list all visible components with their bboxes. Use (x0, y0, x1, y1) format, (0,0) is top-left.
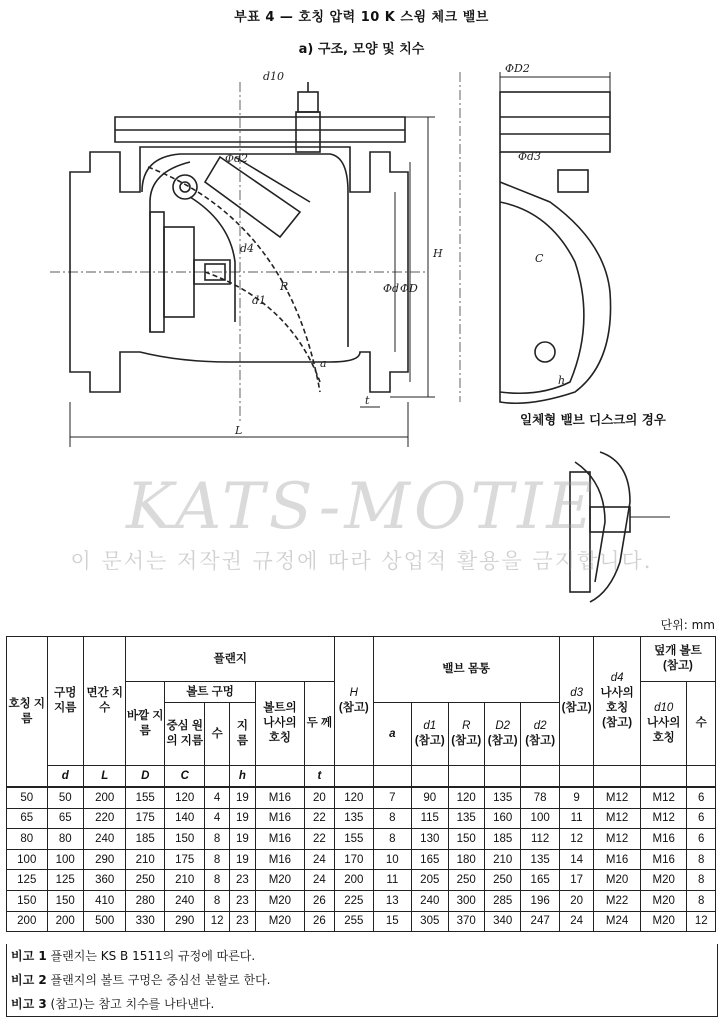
table-cell: 4 (205, 808, 229, 829)
table-cell: 19 (229, 787, 255, 808)
table-cell: 165 (412, 849, 448, 870)
table-cell: 6 (687, 808, 716, 829)
table-cell: 370 (448, 911, 484, 932)
th-sym-count (205, 766, 229, 788)
table-cell: 305 (412, 911, 448, 932)
table-cell: 155 (126, 787, 164, 808)
table-cell: 19 (229, 829, 255, 850)
table-row (7, 808, 716, 829)
table-cell: 26 (304, 890, 334, 911)
table-cell: 8 (373, 829, 411, 850)
table-cell: 360 (83, 870, 126, 891)
table-cell: M16 (256, 829, 305, 850)
table-cell: 250 (448, 870, 484, 891)
table-cell: 210 (484, 849, 520, 870)
note-2: 비고 2 플랜지의 볼트 구멍은 중심선 분할로 한다. (11, 973, 271, 987)
table-cell: M24 (594, 911, 641, 932)
table-cell: 290 (164, 911, 205, 932)
table-cell: M12 (594, 787, 641, 808)
th-sym-H (335, 766, 373, 788)
table-cell: 26 (304, 911, 334, 932)
table-row (7, 829, 716, 850)
table-cell: 500 (83, 911, 126, 932)
table-cell: M12 (640, 808, 687, 829)
table-cell: 120 (164, 787, 205, 808)
table-row (7, 870, 716, 891)
watermark-logo: KATS-MOTIE (125, 470, 598, 544)
table-cell: 80 (47, 829, 83, 850)
label-d1: d1 (252, 294, 267, 307)
table-cell: 250 (484, 870, 520, 891)
table-cell: 125 (47, 870, 83, 891)
table-cell: 200 (7, 911, 48, 932)
table-cell: 11 (559, 808, 593, 829)
table-cell: M16 (640, 829, 687, 850)
table-cell: M22 (594, 890, 641, 911)
table-cell: M16 (256, 849, 305, 870)
th-sym-d10 (640, 766, 687, 788)
table-row (7, 849, 716, 870)
table-cell: M16 (256, 808, 305, 829)
table-cell: 130 (412, 829, 448, 850)
th-face: 면간 치수 (83, 637, 126, 766)
th-num: 수 (687, 682, 716, 766)
label-phi-d2: Φd2 (225, 152, 249, 165)
table-cell: 150 (164, 829, 205, 850)
label-C: C (535, 252, 544, 265)
table-row (7, 787, 716, 808)
table-cell: 240 (164, 890, 205, 911)
th-outer-dia: 바깥 지름 (126, 682, 164, 766)
table-cell: M12 (640, 787, 687, 808)
table-cell: 65 (47, 808, 83, 829)
table-cell: 12 (687, 911, 716, 932)
table-cell: 23 (229, 890, 255, 911)
table-cell: 8 (373, 808, 411, 829)
table-cell: 205 (412, 870, 448, 891)
label-phi-d: Φd (383, 282, 400, 295)
th-sym-h: h (229, 766, 255, 788)
table-cell: 180 (448, 849, 484, 870)
th-d3: d3 (참고) (559, 637, 593, 766)
table-cell: 23 (229, 911, 255, 932)
th-count: 수 (205, 703, 229, 766)
table-cell: 150 (47, 890, 83, 911)
th-sym-d1 (412, 766, 448, 788)
table-cell: 6 (687, 829, 716, 850)
table-cell: 330 (126, 911, 164, 932)
table-body (7, 787, 716, 932)
page-title: 부표 4 — 호칭 압력 10 K 스윙 체크 밸브 (234, 10, 489, 25)
label-phi-d3: Φd3 (518, 150, 542, 163)
table-cell: 50 (7, 787, 48, 808)
table-cell: 20 (304, 787, 334, 808)
label-h: h (558, 374, 566, 387)
table-cell: 80 (7, 829, 48, 850)
table-cell: 290 (83, 849, 126, 870)
label-phi-D2: ΦD2 (505, 62, 530, 75)
th-d10: d10 나사의 호칭 (640, 682, 687, 766)
table-cell: 160 (484, 808, 520, 829)
table-cell: 17 (559, 870, 593, 891)
table-cell: 15 (373, 911, 411, 932)
table-cell: 19 (229, 849, 255, 870)
table-cell: M20 (256, 870, 305, 891)
table-cell: 210 (164, 870, 205, 891)
table-cell: 150 (7, 890, 48, 911)
section-subtitle: a) 구조, 모양 및 치수 (298, 42, 425, 57)
th-sym-d: d (47, 766, 83, 788)
th-a: a (373, 703, 411, 766)
table-cell: M20 (640, 890, 687, 911)
table-cell: 8 (687, 870, 716, 891)
table-cell: 200 (335, 870, 373, 891)
table-cell: 12 (205, 911, 229, 932)
table-cell: 112 (521, 829, 559, 850)
table-cell: 100 (7, 849, 48, 870)
th-sym-D: D (126, 766, 164, 788)
table-cell: 135 (484, 787, 520, 808)
table-cell: 8 (205, 829, 229, 850)
table-cell: 11 (373, 870, 411, 891)
table-cell: 225 (335, 890, 373, 911)
table-cell: 8 (205, 849, 229, 870)
table-cell: 250 (126, 870, 164, 891)
table-cell: 9 (559, 787, 593, 808)
table-cell: 8 (205, 890, 229, 911)
table-cell: 78 (521, 787, 559, 808)
table-cell: 220 (83, 808, 126, 829)
table-cell: 140 (164, 808, 205, 829)
table-cell: 13 (373, 890, 411, 911)
table-cell: 155 (335, 829, 373, 850)
watermark-notice: 이 문서는 저작권 규정에 따라 상업적 활용을 금지합니다. (70, 549, 653, 573)
table-cell: 20 (559, 890, 593, 911)
table-cell: 340 (484, 911, 520, 932)
table-cell: 247 (521, 911, 559, 932)
table-cell: 19 (229, 808, 255, 829)
table-cell: 4 (205, 787, 229, 808)
table-cell: M16 (594, 849, 641, 870)
table-cell: 22 (304, 808, 334, 829)
table-cell: 24 (304, 870, 334, 891)
table-cell: 200 (47, 911, 83, 932)
label-phi-D: ΦD (400, 282, 418, 295)
th-body: 밸브 몸통 (373, 637, 559, 703)
table-cell: 300 (448, 890, 484, 911)
th-pcd: 중심 원의 지름 (164, 703, 205, 766)
th-d1: d1 (참고) (412, 703, 448, 766)
th-flange: 플랜지 (126, 637, 335, 682)
th-sym-d3 (559, 766, 593, 788)
table-cell: 8 (687, 890, 716, 911)
th-hole-dia: 지 름 (229, 703, 255, 766)
table-cell: 196 (521, 890, 559, 911)
table-cell: 100 (521, 808, 559, 829)
table-row (7, 890, 716, 911)
th-sym-R (448, 766, 484, 788)
table-cell: 8 (687, 849, 716, 870)
th-bolt-hole: 볼트 구멍 (164, 682, 255, 703)
table-cell: 185 (126, 829, 164, 850)
table-cell: 175 (164, 849, 205, 870)
th-sym-d4 (594, 766, 641, 788)
label-R: R (280, 280, 289, 293)
table-cell: 185 (484, 829, 520, 850)
th-sym-thread (256, 766, 305, 788)
table-cell: 100 (47, 849, 83, 870)
label-t: t (365, 394, 370, 407)
table-cell: M20 (640, 911, 687, 932)
table-cell: 6 (687, 787, 716, 808)
th-sym-num (687, 766, 716, 788)
th-d4: d4 나사의 호칭 (참고) (594, 637, 641, 766)
table-cell: 150 (448, 829, 484, 850)
table-cell: 14 (559, 849, 593, 870)
th-bolt-thread: 볼트의 나사의 호칭 (256, 682, 305, 766)
table-cell: M20 (256, 911, 305, 932)
table-row (7, 911, 716, 932)
table-cell: 7 (373, 787, 411, 808)
table-cell: 175 (126, 808, 164, 829)
table-cell: 8 (205, 870, 229, 891)
table-cell: 12 (559, 829, 593, 850)
table-cell: 50 (47, 787, 83, 808)
table-cell: 10 (373, 849, 411, 870)
th-sym-D2 (484, 766, 520, 788)
table-cell: M16 (256, 787, 305, 808)
th-sym-L: L (83, 766, 126, 788)
detail-caption: 일체형 밸브 디스크의 경우 (520, 412, 666, 427)
th-d2: d2 (참고) (521, 703, 559, 766)
th-nominal: 호칭 지름 (7, 637, 48, 788)
th-D2: D2 (참고) (484, 703, 520, 766)
table-cell: M20 (594, 870, 641, 891)
th-sym-C: C (164, 766, 205, 788)
label-d4: d4 (240, 242, 255, 255)
table-cell: 115 (412, 808, 448, 829)
table-cell: 200 (83, 787, 126, 808)
table-cell: 24 (559, 911, 593, 932)
table-cell: M20 (256, 890, 305, 911)
table-cell: 23 (229, 870, 255, 891)
th-sym-d2 (521, 766, 559, 788)
table-cell: 210 (126, 849, 164, 870)
label-H: H (433, 247, 443, 260)
label-d10: d10 (263, 70, 285, 83)
label-a: a (320, 357, 327, 370)
table-cell: 170 (335, 849, 373, 870)
table-cell: M16 (640, 849, 687, 870)
notes (6, 944, 718, 1017)
table-cell: 135 (521, 849, 559, 870)
dimension-table (6, 636, 716, 932)
th-R: R (참고) (448, 703, 484, 766)
label-L: L (235, 424, 243, 437)
table-cell: 285 (484, 890, 520, 911)
table-cell: 120 (335, 787, 373, 808)
table-cell: M12 (594, 829, 641, 850)
table-cell: M20 (640, 870, 687, 891)
table-cell: 280 (126, 890, 164, 911)
table-cell: 125 (7, 870, 48, 891)
table-cell: 410 (83, 890, 126, 911)
table-cell: 120 (448, 787, 484, 808)
th-thickness: 두 께 (304, 682, 334, 766)
table-cell: 22 (304, 829, 334, 850)
table-cell: 165 (521, 870, 559, 891)
table-cell: 24 (304, 849, 334, 870)
table-cell: 240 (83, 829, 126, 850)
table-cell: 135 (335, 808, 373, 829)
th-sym-a (373, 766, 411, 788)
table-cell: 240 (412, 890, 448, 911)
table-cell: 255 (335, 911, 373, 932)
table-cell: 65 (7, 808, 48, 829)
table-cell: 135 (448, 808, 484, 829)
th-H: H (참고) (335, 637, 373, 766)
note-1: 비고 1 플랜지는 KS B 1511의 규정에 따른다. (11, 949, 256, 963)
unit-label: 단위: mm (660, 618, 715, 632)
th-cover-bolt: 덮개 볼트 (참고) (640, 637, 715, 682)
note-3: 비고 3 (참고)는 참고 치수를 나타낸다. (11, 997, 215, 1011)
th-bore: 구멍 지름 (47, 637, 83, 766)
th-sym-t: t (304, 766, 334, 788)
table-cell: M12 (594, 808, 641, 829)
table-cell: 90 (412, 787, 448, 808)
